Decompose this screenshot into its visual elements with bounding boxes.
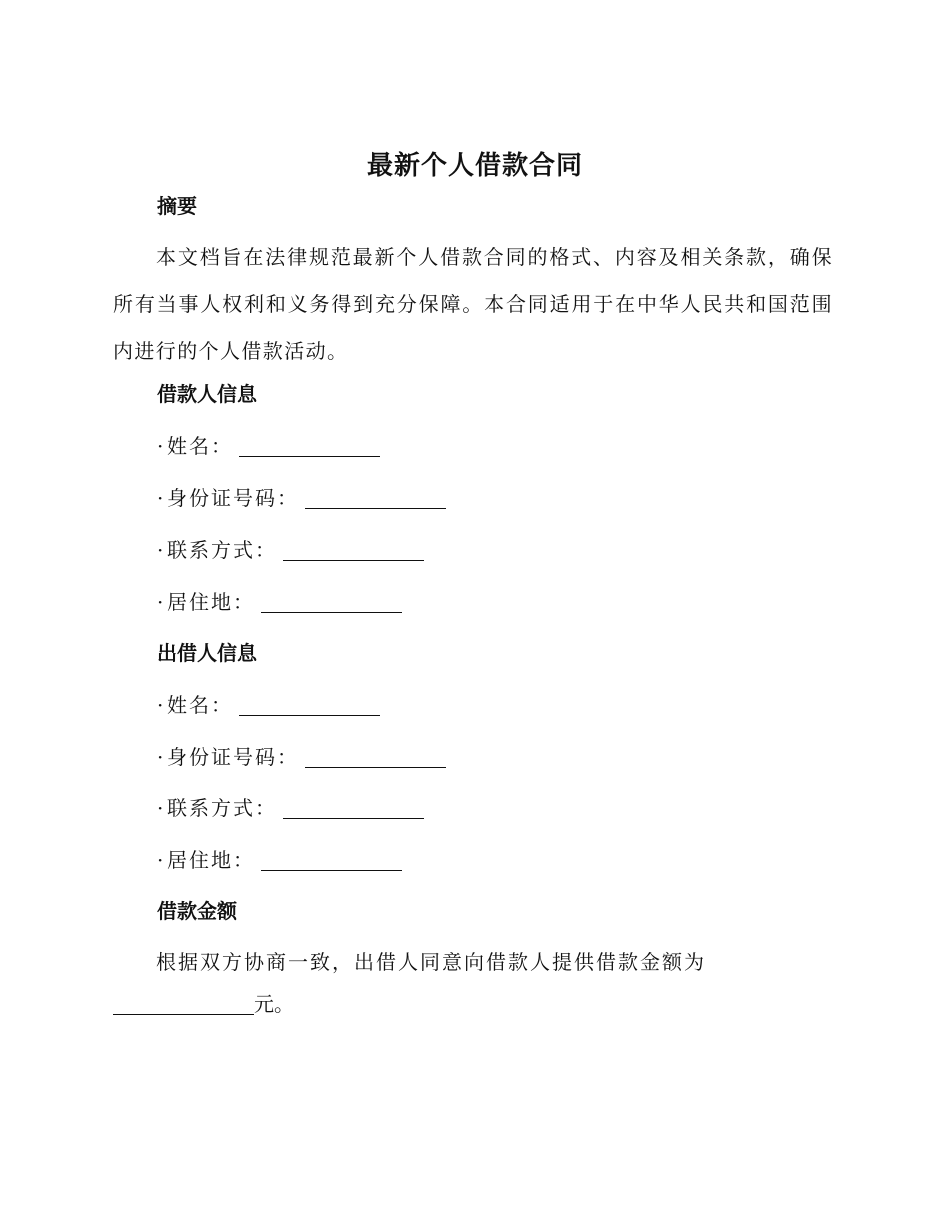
lender-contact-field <box>157 794 424 822</box>
amount-text: 根据双方协商一致，出借人同意向借款人提供借款金额为 <box>156 950 706 974</box>
address-blank-line[interactable] <box>261 850 402 871</box>
bullet: · <box>157 486 164 510</box>
lender-address-field <box>157 846 402 874</box>
borrower-name-field <box>157 432 380 460</box>
contact-blank-line[interactable] <box>283 798 424 819</box>
lender-id-field <box>157 743 446 771</box>
field-label: 姓名： <box>167 434 233 458</box>
field-label: 联系方式： <box>167 538 277 562</box>
bullet: · <box>157 848 164 872</box>
id-blank-line[interactable] <box>305 488 446 509</box>
amount-fill-line <box>113 990 294 1018</box>
borrower-contact-field <box>157 536 424 564</box>
bullet: · <box>157 745 164 769</box>
page-title: 最新个人借款合同 <box>366 151 583 181</box>
amount-heading: 借款金额 <box>157 899 237 923</box>
amount-blank-line[interactable] <box>113 994 254 1015</box>
borrower-id-field <box>157 484 446 512</box>
lender-heading: 出借人信息 <box>157 641 257 665</box>
bullet: · <box>157 590 164 614</box>
field-label: 身份证号码： <box>167 745 299 769</box>
field-label: 居住地： <box>167 848 255 872</box>
amount-unit: 元。 <box>254 992 294 1016</box>
name-blank-line[interactable] <box>239 436 380 457</box>
field-label: 身份证号码： <box>167 486 299 510</box>
field-label: 居住地： <box>167 590 255 614</box>
abstract-heading: 摘要 <box>157 194 197 218</box>
contact-blank-line[interactable] <box>283 540 424 561</box>
bullet: · <box>157 538 164 562</box>
bullet: · <box>157 693 164 717</box>
abstract-text: 本文档旨在法律规范最新个人借款合同的格式、内容及相关条款，确保所有当事人权利和义务得到充分保障。本合同适用于在中华人民共和国范围内进行的个人借款活动。 <box>113 245 833 363</box>
address-blank-line[interactable] <box>261 592 402 613</box>
id-blank-line[interactable] <box>305 747 446 768</box>
borrower-address-field <box>157 588 402 616</box>
lender-name-field <box>157 691 380 719</box>
borrower-heading: 借款人信息 <box>157 382 257 406</box>
name-blank-line[interactable] <box>239 695 380 716</box>
bullet: · <box>157 796 164 820</box>
field-label: 联系方式： <box>167 796 277 820</box>
bullet: · <box>157 434 164 458</box>
field-label: 姓名： <box>167 693 233 717</box>
